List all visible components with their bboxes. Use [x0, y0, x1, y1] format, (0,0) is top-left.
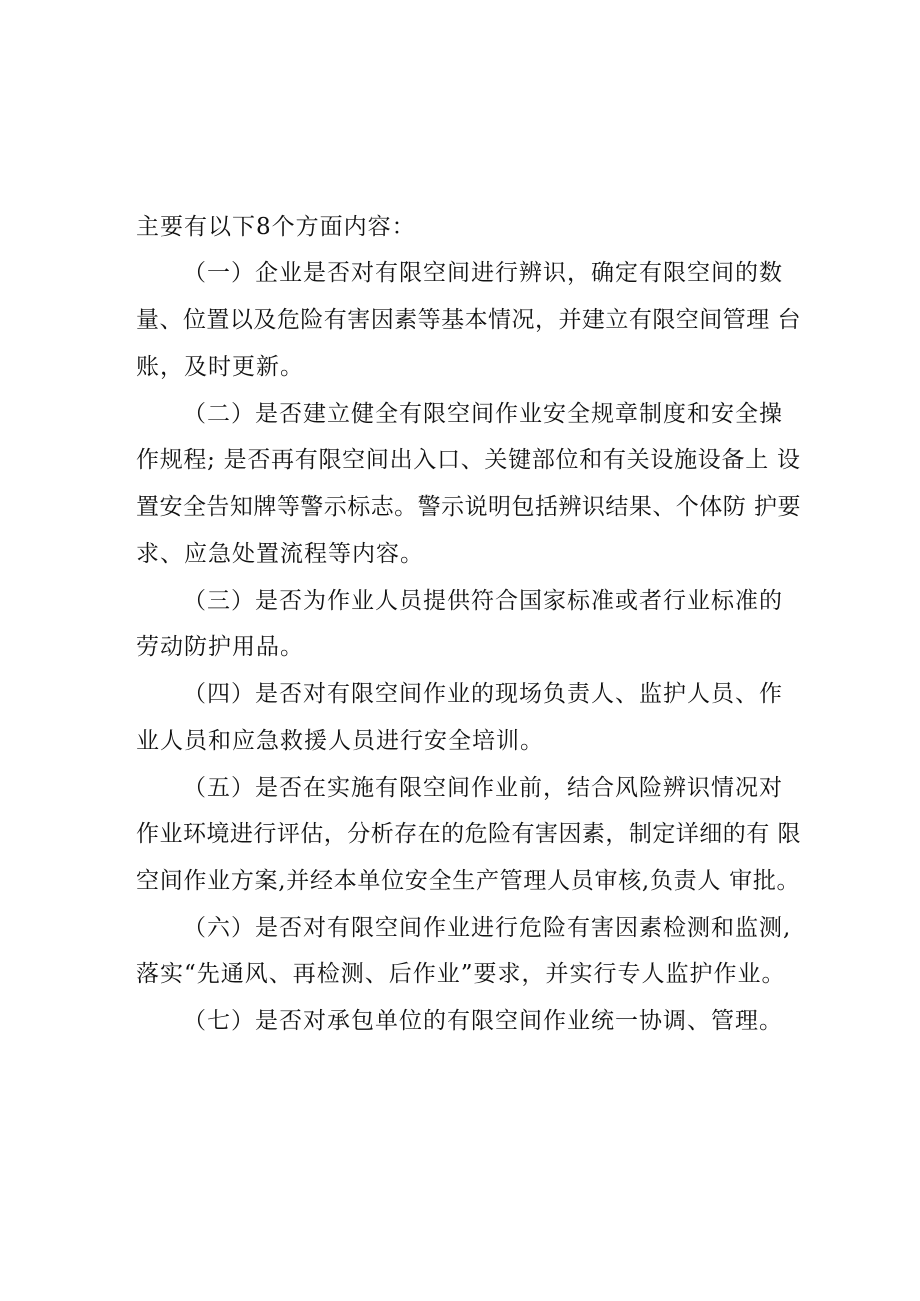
item-1-line-1: （一）企业是否对有限空间进行辨识，确定有限空间的数: [183, 260, 783, 286]
item-5-line-2: 作业环境进行评估，分析存在的危险有害因素，制定详细的有 限: [136, 821, 801, 847]
item-3-line-1: （三）是否为作业人员提供符合国家标准或者行业标准的: [183, 588, 783, 614]
item-1-line-3: 账，及时更新。: [136, 354, 304, 380]
item-1-line-2: 量、位置以及危险有害因素等基本情况，并建立有限空间管理 台: [136, 307, 801, 333]
item-5-line-3: 空间作业方案,并经本单位安全生产管理人员审核,负责人 审批。: [136, 868, 801, 894]
item-6-line-2: 落实“先通风、再检测、后作业”要求，并实行专人监护作业。: [136, 961, 786, 987]
item-5-line-1: （五）是否在实施有限空间作业前，结合风险辨识情况对: [183, 775, 783, 801]
item-7-line-1: （七）是否对承包单位的有限空间作业统一协调、管理。: [183, 1008, 783, 1034]
item-2-line-3: 置安全告知牌等警示标志。警示说明包括辨识结果、个体防 护要: [136, 494, 801, 520]
intro-line: 主要有以下8个方面内容：: [136, 214, 416, 240]
item-4-line-1: （四）是否对有限空间作业的现场负责人、监护人员、作: [183, 681, 783, 707]
item-3-line-2: 劳动防护用品。: [136, 634, 304, 660]
item-6-line-1: （六）是否对有限空间作业进行危险有害因素检测和监测,: [183, 915, 792, 941]
item-2-line-1: （二）是否建立健全有限空间作业安全规章制度和安全操: [183, 401, 783, 427]
item-4-line-2: 业人员和应急救援人员进行安全培训。: [136, 728, 544, 754]
item-2-line-2: 作规程; 是否再有限空间出入口、关键部位和有关设施设备上 设: [136, 447, 801, 473]
item-2-line-4: 求、应急处置流程等内容。: [136, 541, 424, 567]
